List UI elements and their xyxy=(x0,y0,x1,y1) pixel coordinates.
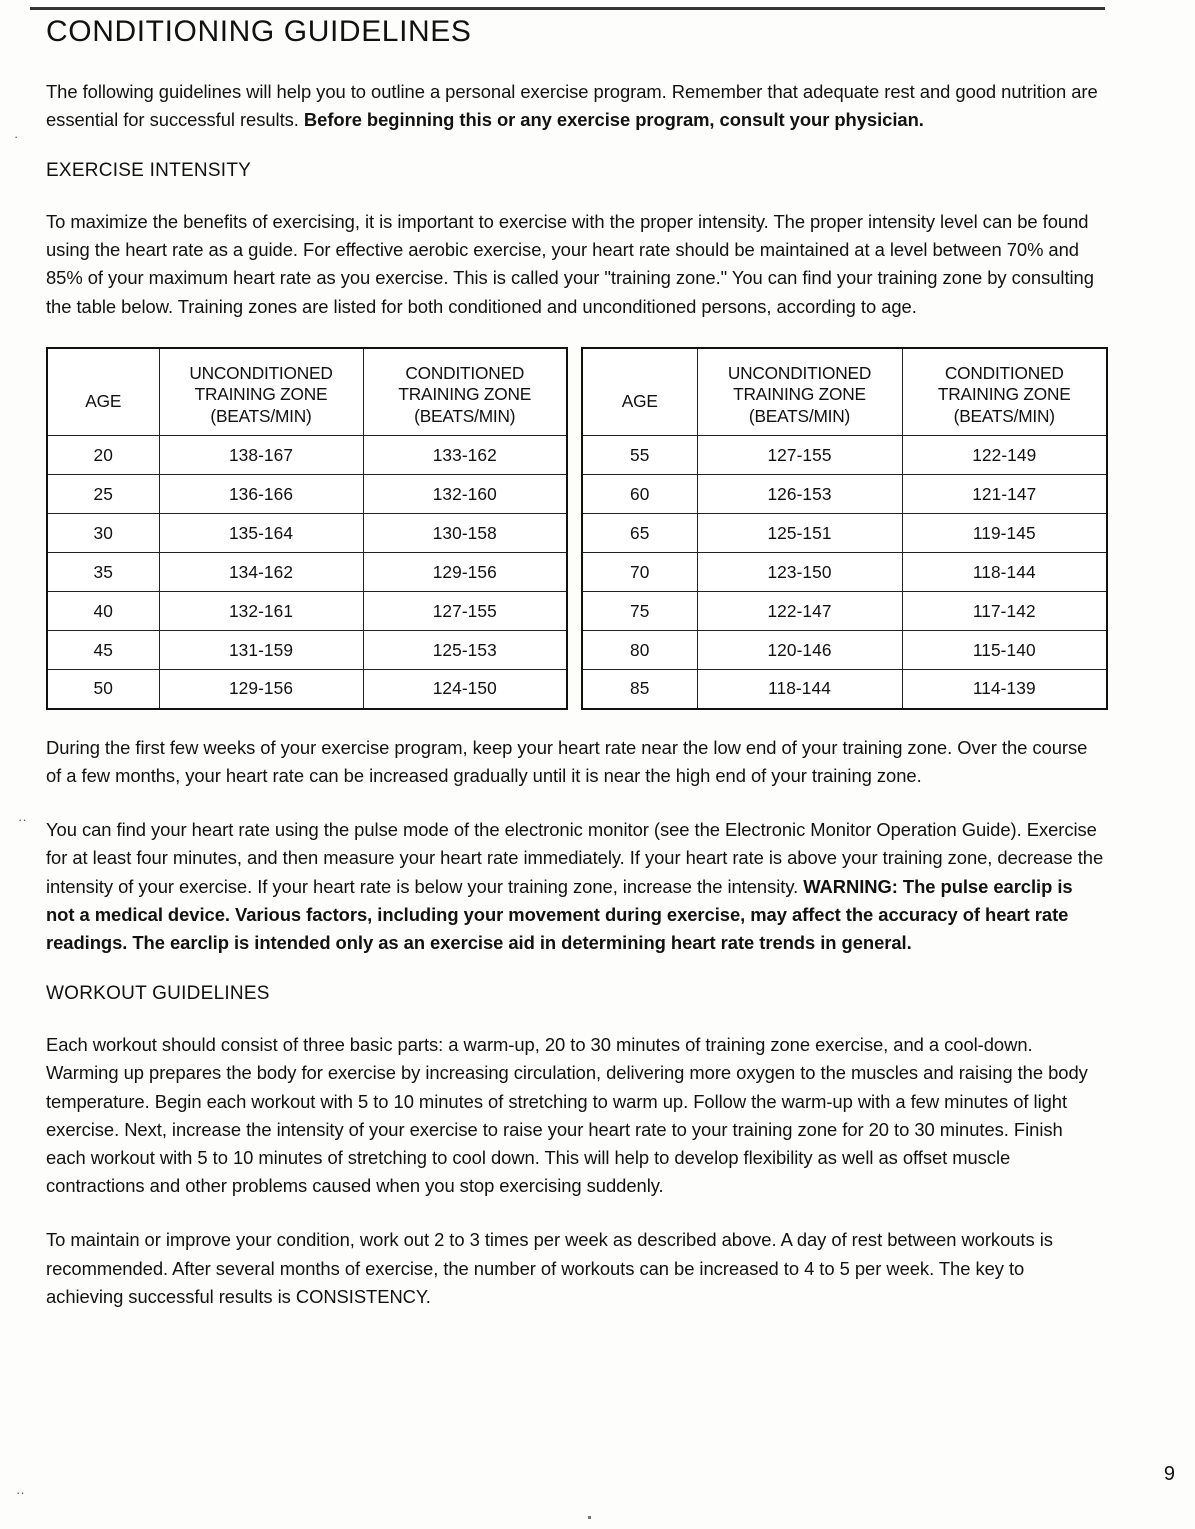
intro-warning-bold: Before beginning this or any exercise program, consult your physician. xyxy=(303,108,924,130)
pulse-warning-bold: WARNING: The pulse earclip is not a medical device. Various factors, including your movement during exercise, may affect the accuracy of heart rate readings. The earclip is intended only as an exercise aid in determining heart rate trends in general. xyxy=(46,875,1073,953)
table-row xyxy=(582,670,1107,709)
exercise-intensity-paragraph: To maximize the benefits of exercising, it is important to exercise with the proper intensity. The proper intensity level can be found using the heart rate as a guide. For effective aerobic exercise, your heart rate should be maintained at a level between 70% and 85% of your maximum heart rate as you exercise. This is called your "training zone." You can find your training zone by consulting the table below. Training zones are listed for both conditioned and unconditioned persons, according to age. xyxy=(46,210,1094,317)
cell-unconditioned: 138-167 xyxy=(159,436,363,475)
header-line-2: TRAINING ZONE xyxy=(194,384,328,405)
page-title: CONDITIONING GUIDELINES xyxy=(46,15,472,48)
table-row xyxy=(47,592,567,631)
cell-conditioned: 125-153 xyxy=(363,631,567,670)
workout-paragraph-1: Each workout should consist of three basic parts: a warm-up, 20 to 30 minutes of training zone exercise, and a cool-down. Warming up prepares the body for exercise by increasing circulation, delivering more oxygen to the muscles and raising the body temperature. Begin each workout with 5 to 10 minutes of stretching to warm up. Follow the warm-up with a few minutes of light exercise. Next, increase the intensity of your exercise to raise your heart rate to your training zone for 20 to 30 minutes. Finish each workout with 5 to 10 minutes of stretching to cool down. This will help to develop flexibility as well as offset muscle contractions and other problems caused when you stop exercising suddenly. xyxy=(46,1034,1088,1197)
cell-conditioned: 115-140 xyxy=(902,631,1107,670)
table-row xyxy=(582,553,1107,592)
workout-paragraph-2: To maintain or improve your condition, work out 2 to 3 times per week as described above. A day of rest between workouts is recommended. After several months of exercise, the number of workouts can be increased to 4 to 5 per week. The key to achieving successful results is CONSISTENCY. xyxy=(46,1229,1053,1307)
intro-text: The following guidelines will help you to outline a personal exercise program. Remember that adequate rest and good nutrition are essential for successful results. xyxy=(46,80,1098,130)
column-header-conditioned xyxy=(363,348,567,436)
table-row xyxy=(47,631,567,670)
table-row xyxy=(582,475,1107,514)
table-row xyxy=(47,436,567,475)
cell-age: 45 xyxy=(47,631,159,670)
cell-unconditioned: 136-166 xyxy=(159,475,363,514)
cell-unconditioned: 134-162 xyxy=(159,553,363,592)
cell-unconditioned: 123-150 xyxy=(697,553,902,592)
table-row xyxy=(582,436,1107,475)
scan-artifact: · xyxy=(14,129,19,144)
header-line-2: TRAINING ZONE xyxy=(937,384,1071,405)
cell-conditioned: 124-150 xyxy=(363,670,567,709)
document-content xyxy=(46,16,1106,1337)
table-row xyxy=(47,670,567,709)
cell-unconditioned: 129-156 xyxy=(159,670,363,709)
page-number: 9 xyxy=(1163,1463,1175,1485)
table-row xyxy=(582,514,1107,553)
column-header-age: AGE xyxy=(47,348,159,436)
table-row xyxy=(47,475,567,514)
cell-age: 60 xyxy=(582,475,697,514)
training-zone-table-right xyxy=(581,347,1108,710)
cell-age: 25 xyxy=(47,475,159,514)
header-line-1: CONDITIONED xyxy=(944,362,1064,383)
after-table-paragraph: During the first few weeks of your exercise program, keep your heart rate near the low end of your training zone. Over the course of a few months, your heart rate can be increased gradually until it is near the high end of your training zone. xyxy=(46,736,1088,786)
header-line-1: CONDITIONED xyxy=(405,362,525,383)
cell-unconditioned: 127-155 xyxy=(697,436,902,475)
cell-unconditioned: 125-151 xyxy=(697,514,902,553)
cell-unconditioned: 120-146 xyxy=(697,631,902,670)
cell-conditioned: 118-144 xyxy=(902,553,1107,592)
header-line-2: TRAINING ZONE xyxy=(398,384,532,405)
table-row xyxy=(47,514,567,553)
cell-age: 65 xyxy=(582,514,697,553)
cell-age: 55 xyxy=(582,436,697,475)
cell-age: 70 xyxy=(582,553,697,592)
training-zone-table-left xyxy=(46,347,568,710)
cell-age: 50 xyxy=(47,670,159,709)
cell-unconditioned: 132-161 xyxy=(159,592,363,631)
cell-age: 85 xyxy=(582,670,697,709)
pulse-mode-paragraph xyxy=(46,816,1106,957)
table-header-row xyxy=(47,348,567,436)
section-heading-workout-guidelines: WORKOUT GUIDELINES xyxy=(46,983,270,1005)
cell-unconditioned: 135-164 xyxy=(159,514,363,553)
scan-artifact: ·· xyxy=(16,1485,25,1500)
cell-unconditioned: 118-144 xyxy=(697,670,902,709)
table-row xyxy=(582,592,1107,631)
top-rule-divider xyxy=(30,7,1105,10)
cell-conditioned: 130-158 xyxy=(363,514,567,553)
cell-unconditioned: 131-159 xyxy=(159,631,363,670)
training-zone-tables xyxy=(46,347,1104,710)
header-line-3: (BEATS/MIN) xyxy=(748,405,851,426)
cell-age: 80 xyxy=(582,631,697,670)
cell-conditioned: 127-155 xyxy=(363,592,567,631)
cell-unconditioned: 126-153 xyxy=(697,475,902,514)
cell-age: 35 xyxy=(47,553,159,592)
cell-age: 20 xyxy=(47,436,159,475)
table-row xyxy=(582,631,1107,670)
cell-conditioned: 132-160 xyxy=(363,475,567,514)
column-header-conditioned xyxy=(902,348,1107,436)
header-line-2: TRAINING ZONE xyxy=(733,384,866,405)
cell-age: 30 xyxy=(47,514,159,553)
cell-unconditioned: 122-147 xyxy=(697,592,902,631)
column-header-unconditioned xyxy=(697,348,902,436)
cell-conditioned: 121-147 xyxy=(902,475,1107,514)
section-heading-exercise-intensity: EXERCISE INTENSITY xyxy=(46,159,252,181)
cell-age: 75 xyxy=(582,592,697,631)
table-row xyxy=(47,553,567,592)
header-line-1: UNCONDITIONED xyxy=(189,362,333,383)
cell-conditioned: 117-142 xyxy=(902,592,1107,631)
table-header-row xyxy=(582,348,1107,436)
intro-paragraph xyxy=(46,78,1106,134)
cell-conditioned: 129-156 xyxy=(363,553,567,592)
header-line-3: (BEATS/MIN) xyxy=(210,405,312,426)
cell-conditioned: 114-139 xyxy=(902,670,1107,709)
column-header-age: AGE xyxy=(582,348,697,436)
cell-conditioned: 119-145 xyxy=(902,514,1107,553)
cell-conditioned: 122-149 xyxy=(902,436,1107,475)
cell-conditioned: 133-162 xyxy=(363,436,567,475)
scan-artifact: ·· xyxy=(18,812,27,827)
header-line-3: (BEATS/MIN) xyxy=(414,405,516,426)
scan-artifact xyxy=(588,1516,591,1519)
header-line-3: (BEATS/MIN) xyxy=(953,405,1055,426)
pulse-text: You can find your heart rate using the pulse mode of the electronic monitor (see the Electronic Monitor Operation Guide). Exercise for at least four minutes, and then measure your heart rate immediately. If your heart rate is above your training zone, decrease the intensity of your exercise. If your heart rate is below your training zone, increase the intensity. xyxy=(46,819,1104,897)
cell-age: 40 xyxy=(47,592,159,631)
column-header-unconditioned xyxy=(159,348,363,436)
header-line-1: UNCONDITIONED xyxy=(727,362,872,383)
